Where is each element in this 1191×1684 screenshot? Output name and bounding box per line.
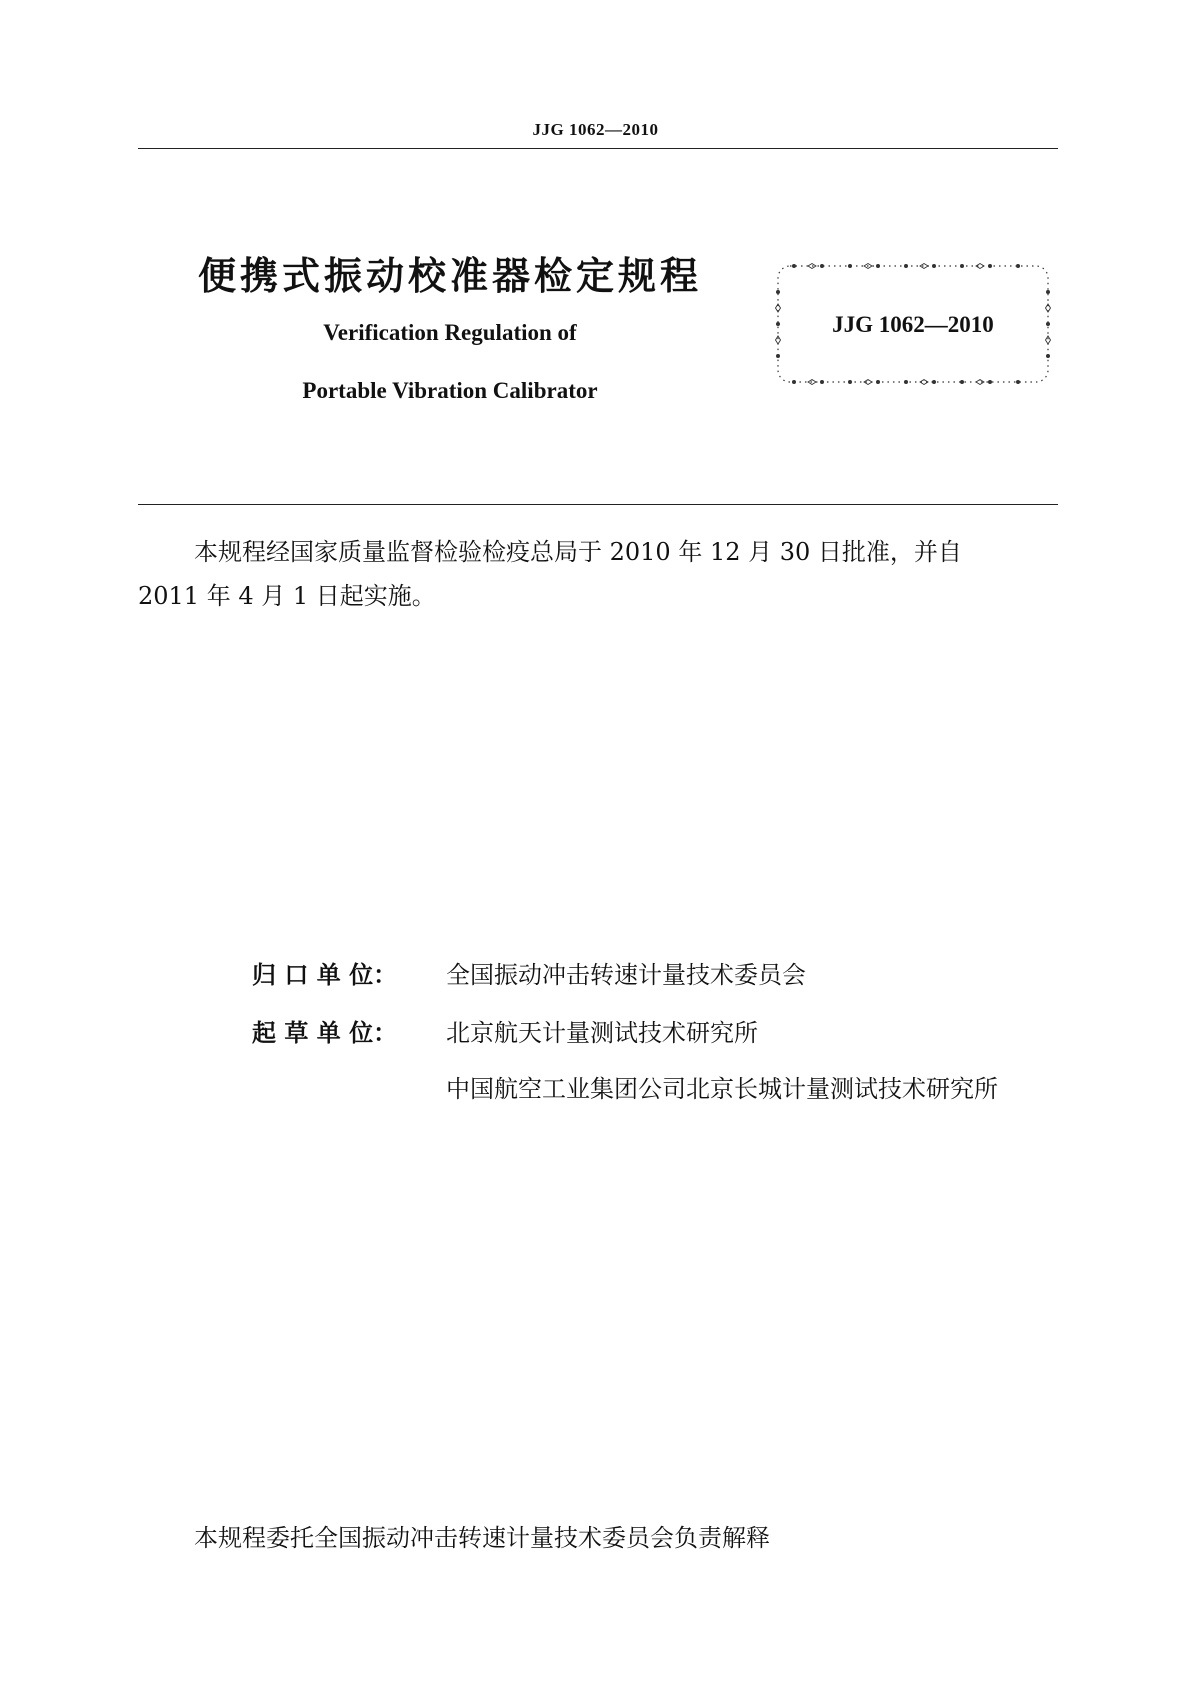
title-english-line1: Verification Regulation of bbox=[323, 320, 577, 345]
title-bottom-rule bbox=[138, 504, 1058, 505]
drafting-unit-value-2: 中国航空工业集团公司北京长城计量测试技术研究所 bbox=[446, 1075, 998, 1103]
header-standard-code: JJG 1062—2010 bbox=[532, 120, 659, 139]
standard-code-badge bbox=[774, 262, 1052, 386]
approval-line-2: 2011 年 4 月 1 日起实施。 bbox=[138, 582, 436, 610]
approval-line-1: 本规程经国家质量监督检验检疫总局于 2010 年 12 月 30 日批准，并自 bbox=[194, 538, 962, 566]
drafting-unit-label: 起 草 单 位： bbox=[252, 1019, 398, 1047]
approval-paragraph bbox=[138, 530, 1058, 618]
title-english-line2: Portable Vibration Calibrator bbox=[302, 378, 598, 403]
drafting-unit-value-1: 北京航天计量测试技术研究所 bbox=[446, 1019, 758, 1047]
badge-standard-code: JJG 1062—2010 bbox=[832, 312, 994, 337]
header-rule bbox=[138, 148, 1058, 149]
interpretation-note: 本规程委托全国振动冲击转速计量技术委员会负责解释 bbox=[194, 1524, 770, 1552]
responsible-unit-label: 归 口 单 位： bbox=[252, 961, 398, 989]
responsible-unit-value: 全国振动冲击转速计量技术委员会 bbox=[446, 961, 806, 989]
title-chinese: 便携式振动校准器检定规程 bbox=[198, 254, 703, 298]
